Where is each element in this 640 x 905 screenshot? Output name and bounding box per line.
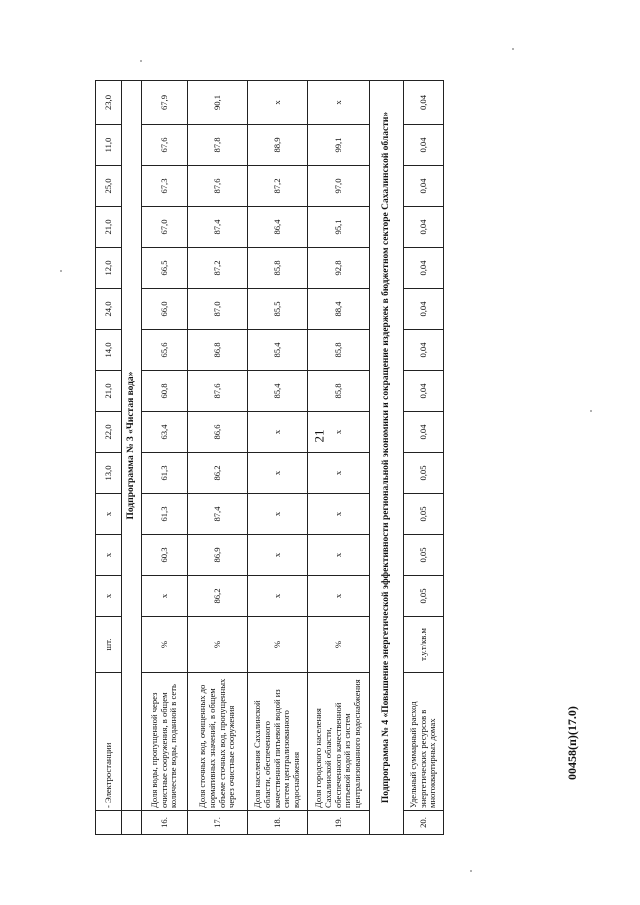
page-number: 21 xyxy=(311,429,327,443)
value-cell: 86,9 xyxy=(188,535,248,576)
value-cell: 87,6 xyxy=(188,371,248,412)
value-cell: 0,04 xyxy=(404,371,444,412)
value-cell: 14,0 xyxy=(96,330,122,371)
value-cell: 87,8 xyxy=(188,125,248,166)
value-cell: 61,3 xyxy=(142,494,188,535)
value-cell: 87,0 xyxy=(188,289,248,330)
scan-speck xyxy=(590,410,592,412)
value-cell: 87,2 xyxy=(188,248,248,289)
value-cell: x xyxy=(308,494,370,535)
section-3-title: Подпрограмма № 3 «Чистая вода» xyxy=(122,81,142,811)
value-cell: 13,0 xyxy=(96,453,122,494)
indicators-table xyxy=(95,80,444,835)
value-cell: 21,0 xyxy=(96,207,122,248)
value-cell: 67,6 xyxy=(142,125,188,166)
value-cell: 88,4 xyxy=(308,289,370,330)
document-id: 00458(п)(17.0) xyxy=(565,706,579,780)
value-cell: 85,8 xyxy=(308,371,370,412)
value-cell: 0,04 xyxy=(404,248,444,289)
value-cell: x xyxy=(96,576,122,617)
scan-speck xyxy=(60,270,62,272)
value-cell: 95,1 xyxy=(308,207,370,248)
value-cell: x xyxy=(308,576,370,617)
value-cell: 0,05 xyxy=(404,453,444,494)
value-cell: 67,3 xyxy=(142,166,188,207)
value-cell: 87,4 xyxy=(188,207,248,248)
value-cell: x xyxy=(308,535,370,576)
section-header-row xyxy=(122,81,142,835)
indicator-name: Доля городского населения Сахалинской области, обеспеченного качественной питьевой водой из систем централизованного водоснабжения xyxy=(308,673,370,811)
value-cell: 86,6 xyxy=(188,412,248,453)
value-cell: 22,0 xyxy=(96,412,122,453)
value-cell: 88,9 xyxy=(248,125,308,166)
unit-cell: шт. xyxy=(96,617,122,673)
value-cell: 0,04 xyxy=(404,125,444,166)
value-cell: x xyxy=(96,494,122,535)
value-cell: 85,8 xyxy=(308,330,370,371)
value-cell: x xyxy=(96,535,122,576)
table-row xyxy=(248,81,308,835)
value-cell: 0,05 xyxy=(404,535,444,576)
value-cell: 92,8 xyxy=(308,248,370,289)
value-cell: x xyxy=(308,81,370,125)
unit-cell: % xyxy=(142,617,188,673)
value-cell: x xyxy=(308,412,370,453)
scan-speck xyxy=(512,48,514,50)
value-cell: 0,04 xyxy=(404,207,444,248)
value-cell: x xyxy=(248,412,308,453)
row-number xyxy=(96,811,122,835)
value-cell: x xyxy=(308,453,370,494)
row-number: 16. xyxy=(142,811,188,835)
row-number: 17. xyxy=(188,811,248,835)
value-cell: 99,1 xyxy=(308,125,370,166)
unit-cell: % xyxy=(308,617,370,673)
value-cell: 61,3 xyxy=(142,453,188,494)
value-cell: 87,6 xyxy=(188,166,248,207)
scan-speck xyxy=(140,60,142,62)
value-cell: 0,05 xyxy=(404,494,444,535)
value-cell: 0,04 xyxy=(404,289,444,330)
value-cell: 97,0 xyxy=(308,166,370,207)
value-cell: 21,0 xyxy=(96,371,122,412)
indicators-table-rotated xyxy=(95,90,438,835)
value-cell: 87,4 xyxy=(188,494,248,535)
value-cell: 0,04 xyxy=(404,330,444,371)
indicator-name: Удельный суммарный расход энергетических ресурсов в многоквартирных домах xyxy=(404,673,444,811)
section-4-title: Подпрограмма № 4 «Повышение энергетической эффективности региональной экономики и сокращение издержек в бюджетном секторе Сахалинской области» xyxy=(370,81,404,835)
value-cell: 86,2 xyxy=(188,453,248,494)
indicator-name: Доля населения Сахалинской области, обеспеченного качественной питьевой водой из систем централизованного водоснабжения xyxy=(248,673,308,811)
value-cell: 85,4 xyxy=(248,330,308,371)
value-cell: x xyxy=(142,576,188,617)
table-row xyxy=(142,81,188,835)
table-row xyxy=(308,81,370,835)
value-cell: 85,5 xyxy=(248,289,308,330)
value-cell: 63,4 xyxy=(142,412,188,453)
table-row xyxy=(188,81,248,835)
value-cell: 67,9 xyxy=(142,81,188,125)
table-row xyxy=(404,81,444,835)
value-cell: 86,4 xyxy=(248,207,308,248)
unit-cell: % xyxy=(248,617,308,673)
value-cell: 85,8 xyxy=(248,248,308,289)
value-cell: x xyxy=(248,576,308,617)
row-number: 18. xyxy=(248,811,308,835)
value-cell: 60,3 xyxy=(142,535,188,576)
indicator-name: Доля воды, пропущенной через очистные сооружения, в общем количестве воды, поданной в сеть xyxy=(142,673,188,811)
value-cell: 67,0 xyxy=(142,207,188,248)
section-header-row xyxy=(370,81,404,835)
section-blank-cell xyxy=(122,811,142,835)
value-cell: 66,0 xyxy=(142,289,188,330)
value-cell: x xyxy=(248,535,308,576)
value-cell: 0,04 xyxy=(404,81,444,125)
indicator-name: - Электростанции xyxy=(96,673,122,811)
value-cell: x xyxy=(248,453,308,494)
value-cell: 23,0 xyxy=(96,81,122,125)
value-cell: 0,05 xyxy=(404,576,444,617)
value-cell: 0,04 xyxy=(404,166,444,207)
value-cell: x xyxy=(248,81,308,125)
unit-cell: т.у.т/кв.м xyxy=(404,617,444,673)
value-cell: 85,4 xyxy=(248,371,308,412)
table-row-electrostations xyxy=(96,81,122,835)
value-cell: 12,0 xyxy=(96,248,122,289)
value-cell: 11,0 xyxy=(96,125,122,166)
value-cell: 86,2 xyxy=(188,576,248,617)
indicator-name: Доля сточных вод, очищенных до нормативных значений, в общем объеме сточных вод, пропущенных через очистные сооружения xyxy=(188,673,248,811)
value-cell: 65,6 xyxy=(142,330,188,371)
value-cell: 66,5 xyxy=(142,248,188,289)
table-body xyxy=(96,81,444,835)
value-cell: x xyxy=(248,494,308,535)
value-cell: 90,1 xyxy=(188,81,248,125)
value-cell: 25,0 xyxy=(96,166,122,207)
unit-cell: % xyxy=(188,617,248,673)
value-cell: 0,04 xyxy=(404,412,444,453)
value-cell: 86,8 xyxy=(188,330,248,371)
value-cell: 60,8 xyxy=(142,371,188,412)
row-number: 19. xyxy=(308,811,370,835)
scan-speck xyxy=(470,870,472,872)
value-cell: 87,2 xyxy=(248,166,308,207)
row-number: 20. xyxy=(404,811,444,835)
value-cell: 24,0 xyxy=(96,289,122,330)
